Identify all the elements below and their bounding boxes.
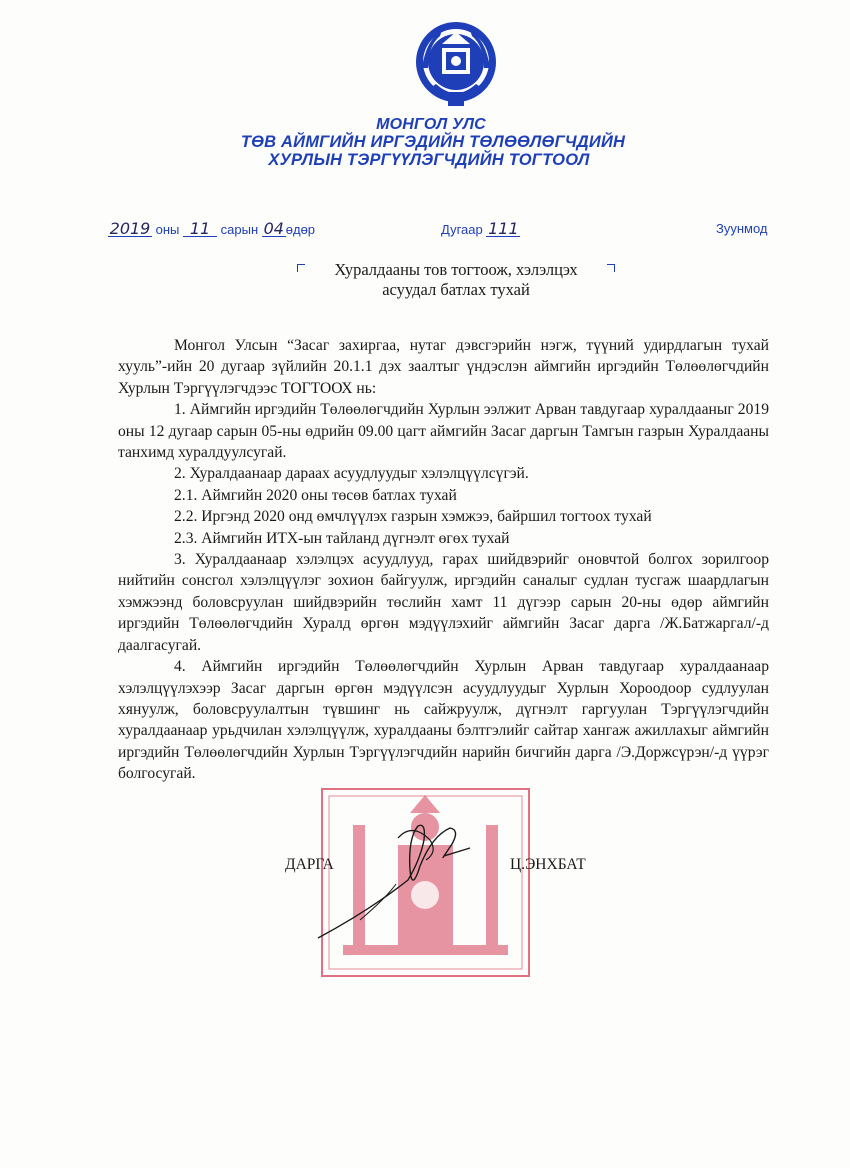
subject-block [297,260,615,310]
signer-name: Ц.ЭНХБАТ [510,856,586,873]
date-day-suffix: өдөр [285,222,316,237]
paragraph-item-2-1: 2.1. Аймгийн 2020 оны төсөв батлах тухай [174,486,457,504]
subject [297,260,615,300]
state-emblem [412,18,500,114]
paragraph-preamble: Монгол Улсын “Засаг захиргаа, нутаг дэвсгэрийн нэгж, түүний удирдлагын тухай хууль”-ийн 20 дугаар зүйлийн 20.1.1 дэх заалтыг үндэслэн аймгийн иргэдийн Төлөөлөгчдийн Хурлын Тэргүүлэгчдээс ТОГТООХ нь: [118,337,769,397]
header-country: МОНГОЛ УЛС [376,116,486,133]
place: Зуунмод [716,221,768,236]
date-year: 2019 [109,219,151,238]
header-doc-type: ХУРЛЫН ТЭРГҮҮЛЭГЧДИЙН ТОГТООЛ [268,151,590,169]
paragraph-item-2-3: 2.3. Аймгийн ИТХ-ын тайланд дүгнэлт өгөх тухай [174,529,510,547]
date-line [108,221,315,237]
date-month-suffix: сарын [220,222,259,237]
paragraph-item-3: 3. Хуралдаанаар хэлэлцэх асуудлууд, гарах шийдвэрийг оновчтой болгох зорилгоор нийтийн сонсгол хэлэлцүүлэг зохион байгуулж, иргэдийн саналыг судлан тусгаж шаардлагын хэмжээнд боловсруулан шийдвэрийн төслийн хамт 11 дүгээр сарын 20-ны өдөр аймгийн иргэдийн Төлөөлөгчдийн Хуралд өргөн мэдүүлэхийг аймгийн Засаг дарга /Ж.Батжаргал/-д даалгасугай. [118,551,769,654]
date-day: 04 [263,219,284,238]
paragraph-item-2-2: 2.2. Иргэнд 2020 онд өмчлүүлэх газрын хэмжээ, байршил тогтоох тухай [174,508,652,526]
signer-title: ДАРГА [285,856,334,873]
paragraph-item-2: 2. Хуралдаанаар дараах асуудлуудыг хэлэлцүүлсүгэй. [174,465,529,483]
header-council: ТӨВ АЙМГИЙН ИРГЭДИЙН ТӨЛӨӨЛӨГЧДИЙН [240,133,626,151]
resolution-body [118,335,769,785]
date-month: 11 [183,221,217,237]
paragraph-item-4: 4. Аймгийн иргэдийн Төлөөлөгчдийн Хурлын Арван тавдугаар хуралдаанаар хэлэлцүүлэхээр Засаг даргын өргөн мэдүүлсэн асуудлуудыг Хурлын Хороодоор судлуулан хянуулж, боловсруулалтын түвшинг нь сайжруулж, дүгнэлт гаргуулан Тэргүүлэгчдийн хуралдаанаар урьдчилан хэлэлцүүлж, хуралдааны бэлтгэлийг сайтар хангаж ажиллахыг аймгийн иргэдийн Төлөөлөгчдийн Хурлын Тэргүүлэгчдийн нарийн бичгийн дарга /Э.Доржсүрэн/-д үүрэг болгосугай. [118,658,769,783]
subject-line-2: асуудал батлах тухай [382,280,530,299]
subject-line-1: Хуралдааны тов тогтоож, хэлэлцэх [334,260,578,279]
paragraph-item-1: 1. Аймгийн иргэдийн Төлөөлөгчдийн Хурлын ээлжит Арван тавдугаар хуралдааныг 2019 оны 12 дугаар сарын 05-ны өдрийн 09.00 цагт аймгийн Засаг даргын Тамгын газрын Хуралдааны танхимд хуралдуулсугай. [118,401,769,462]
date-year-suffix: оны [155,222,180,237]
handwritten-signature [300,800,520,950]
number-label: Дугаар [441,222,483,237]
document-number [441,221,520,237]
number-value: 111 [488,219,519,238]
